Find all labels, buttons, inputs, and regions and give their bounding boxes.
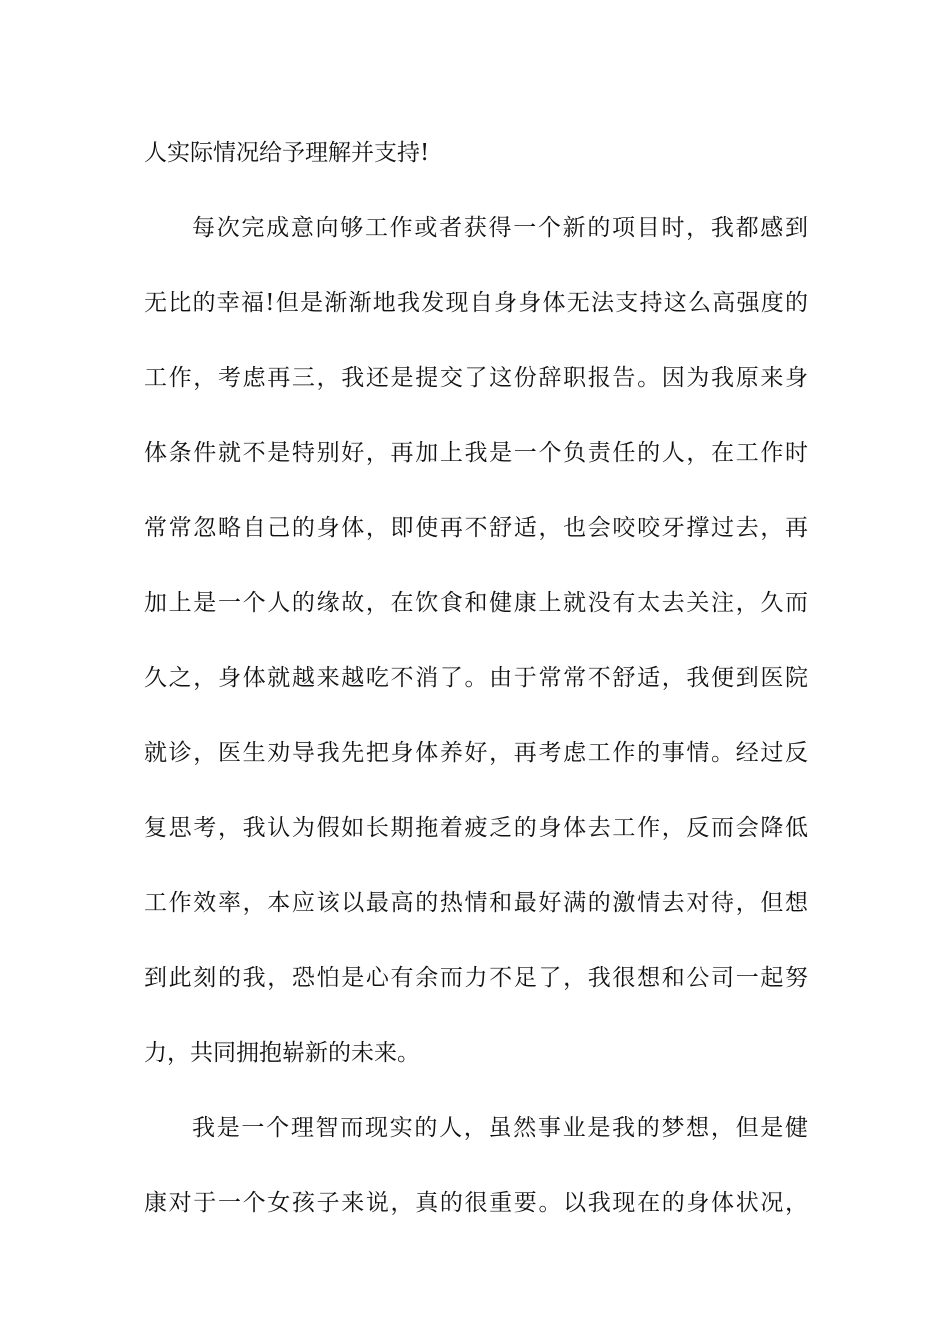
- text-line: 体条件就不是特别好，再加上我是一个负责任的人，在工作时: [144, 440, 808, 466]
- paragraph-first-line: 每次完成意向够工作或者获得一个新的项目时，我都感到: [192, 215, 808, 241]
- text-line: 康对于一个女孩子来说，真的很重要。以我现在的身体状况，: [144, 1190, 808, 1216]
- text-line: 人实际情况给予理解并支持!: [144, 140, 430, 166]
- text-line: 复思考，我认为假如长期拖着疲乏的身体去工作，反而会降低: [144, 815, 808, 841]
- text-line: 工作效率，本应该以最高的热情和最好满的激情去对待，但想: [144, 890, 808, 916]
- text-line: 到此刻的我，恐怕是心有余而力不足了，我很想和公司一起努: [144, 965, 808, 991]
- text-line: 加上是一个人的缘故，在饮食和健康上就没有太去关注，久而: [144, 590, 808, 616]
- text-line: 力，共同拥抱崭新的未来。: [144, 1040, 420, 1066]
- text-line: 久之，身体就越来越吃不消了。由于常常不舒适，我便到医院: [144, 665, 808, 691]
- text-line: 就诊，医生劝导我先把身体养好，再考虑工作的事情。经过反: [144, 740, 808, 766]
- text-line: 工作，考虑再三，我还是提交了这份辞职报告。因为我原来身: [144, 365, 808, 391]
- text-line: 常常忽略自己的身体，即使再不舒适，也会咬咬牙撑过去，再: [144, 515, 808, 541]
- text-line: 无比的幸福!但是渐渐地我发现自身身体无法支持这么高强度的: [144, 290, 808, 316]
- paragraph-first-line: 我是一个理智而现实的人，虽然事业是我的梦想，但是健: [192, 1115, 808, 1141]
